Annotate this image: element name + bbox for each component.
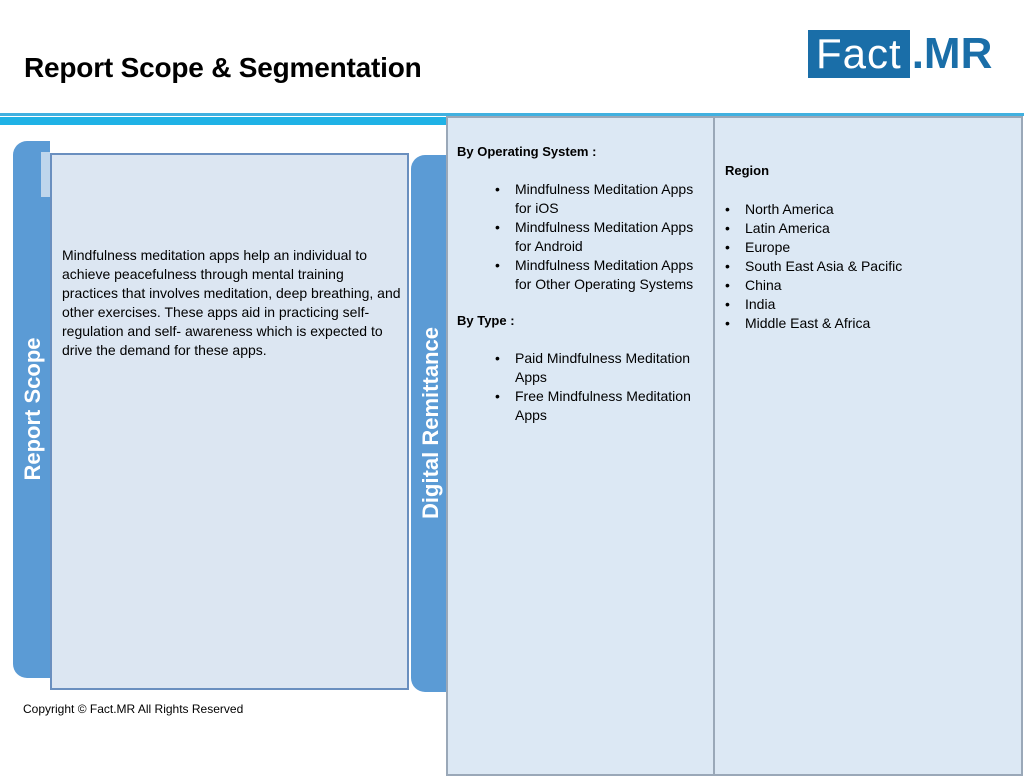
fact-mr-logo <box>808 30 992 78</box>
list-item: • South East Asia & Pacific <box>725 257 1005 276</box>
operating-system-list <box>495 180 707 294</box>
header-accent-bar <box>0 117 450 125</box>
type-list <box>495 349 707 425</box>
logo-fact-text: Fact <box>808 30 910 78</box>
report-scope-tab-label: Report Scope <box>20 337 45 481</box>
list-item: • Latin America <box>725 219 1005 238</box>
list-item: • Middle East & Africa <box>725 314 1005 333</box>
list-item: • India <box>725 295 1005 314</box>
list-item: • North America <box>725 200 1005 219</box>
report-scope-tab <box>13 141 50 678</box>
digital-remittance-tab <box>411 155 448 692</box>
segmentation-column-os-type <box>446 116 715 776</box>
list-item: • China <box>725 276 1005 295</box>
list-item: • Mindfulness Meditation Apps for Other Operating Systems <box>495 256 707 294</box>
region-list <box>725 200 1005 333</box>
logo-mr-text: .MR <box>911 29 993 78</box>
report-scope-description: Mindfulness meditation apps help an individual to achieve peacefulness through mental training practices that involves meditation, deep breathing, and other exercises. These apps aid in practicing self-regulation and self- awareness which is expected to drive the demand for these apps. <box>62 247 401 358</box>
tab-shade <box>41 152 50 197</box>
type-heading: By Type : <box>457 313 515 328</box>
list-item: • Europe <box>725 238 1005 257</box>
region-heading: Region <box>725 163 770 178</box>
segmentation-column-region <box>713 116 1023 776</box>
digital-remittance-tab-label: Digital Remittance <box>418 327 443 519</box>
list-item: • Free Mindfulness Meditation Apps <box>495 387 707 425</box>
copyright-footer: Copyright © Fact.MR All Rights Reserved <box>23 702 244 716</box>
page-title: Report Scope & Segmentation <box>24 52 422 83</box>
list-item: • Mindfulness Meditation Apps for iOS <box>495 180 707 218</box>
report-scope-panel <box>50 153 409 690</box>
list-item: • Paid Mindfulness Meditation Apps <box>495 349 707 387</box>
list-item: • Mindfulness Meditation Apps for Android <box>495 218 707 256</box>
operating-system-heading: By Operating System : <box>457 144 597 159</box>
